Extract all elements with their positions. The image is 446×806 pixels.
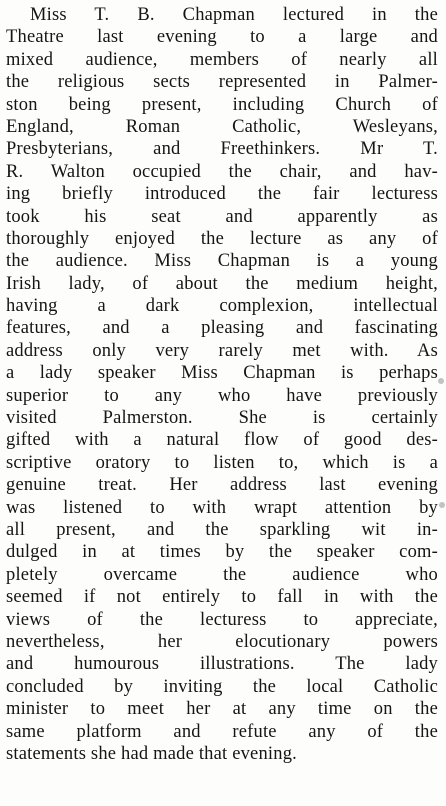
article-line: pletely overcame the audience who [6,564,438,585]
article-line: Theatre last evening to a large and [6,27,438,48]
article-line: Irish lady, of about the medium height, [6,273,438,294]
article-body [6,4,438,765]
article-line: nevertheless, her elocutionary powers [6,631,438,652]
article-line: and humourous illustrations. The lady [6,654,438,675]
article-line: seemed if not entirely to fall in with the [6,587,438,608]
ink-speck [438,378,444,384]
article-line: England, Roman Catholic, Wesleyans, [6,116,438,137]
article-line: same platform and refute any of the [6,721,438,742]
article-line: R. Walton occupied the chair, and hav- [6,161,438,182]
article-line: gifted with a natural flow of good des- [6,430,438,451]
article-line: ston being present, including Church of [6,94,438,115]
article-line: concluded by inviting the local Catholic [6,676,438,697]
article-line: dulged in at times by the speaker com- [6,542,438,563]
article-line: the religious sects represented in Palmer- [6,72,438,93]
article-line: took his seat and apparently as [6,206,438,227]
article-line: visited Palmerston. She is certainly [6,408,438,429]
article-line: all present, and the sparkling wit in- [6,519,438,540]
article-line: views of the lecturess to appreciate, [6,609,438,630]
article-line: Presbyterians, and Freethinkers. Mr T. [6,139,438,160]
article-line: mixed audience, members of nearly all [6,49,438,70]
ink-speck [439,502,445,508]
article-line: thoroughly enjoyed the lecture as any of [6,228,438,249]
article-line: genuine treat. Her address last evening [6,475,438,496]
article-line: the audience. Miss Chapman is a young [6,251,438,272]
article-line: Miss T. B. Chapman lectured in the [30,5,438,25]
article-line: having a dark complexion, intellectual [6,296,438,317]
article-line: features, and a pleasing and fascinating [6,318,438,339]
article-line: address only very rarely met with. As [6,340,438,361]
article-line: minister to meet her at any time on the [6,699,438,720]
article-line: scriptive oratory to listen to, which is a [6,452,438,473]
article-line: ing briefly introduced the fair lecturess [6,184,438,205]
article-line: statements she had made that evening. [6,743,297,764]
article-line: was listened to with wrapt attention by [6,497,438,518]
article-line: a lady speaker Miss Chapman is perhaps [6,363,438,384]
article-line: superior to any who have previously [6,385,438,406]
